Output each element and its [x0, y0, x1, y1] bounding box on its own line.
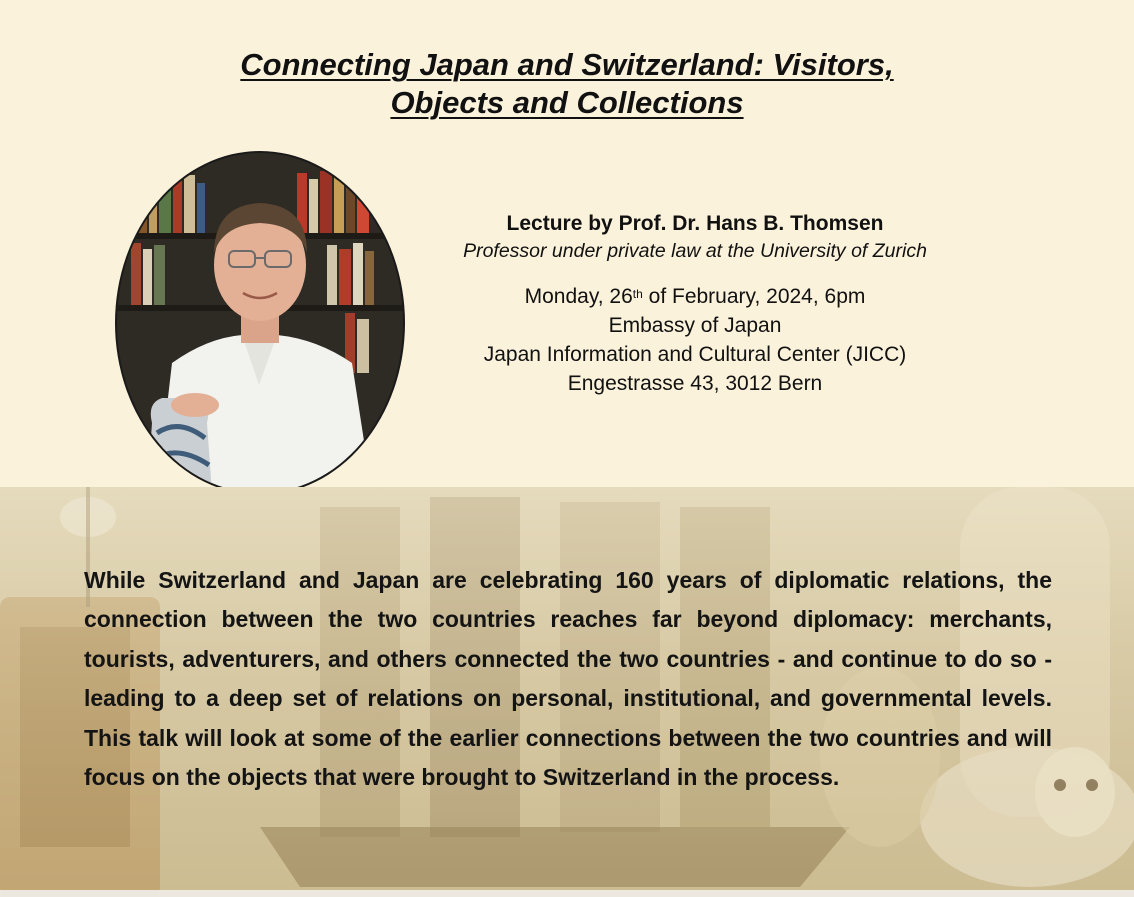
event-center: Japan Information and Cultural Center (JICC) — [483, 343, 907, 366]
lecture-description: While Switzerland and Japan are celebrating 160 years of diplomatic relations, the connection between the two countries reaches far beyond diplomacy: merchants, tourists, adventurers, and others connected the two countries - and continue to do so - leading to a deep set of relations on personal, institutional, and governmental levels. This talk will look at some of the earlier connections between the two countries and will focus on the objects that were brought to Switzerland in the process. — [84, 567, 1052, 791]
event-date — [405, 282, 985, 311]
title-line-1: Connecting Japan and Switzerland: Visitors, — [240, 47, 894, 82]
background-collage — [0, 487, 1134, 897]
portrait-illustration — [117, 153, 403, 493]
speaker-affiliation: Professor under private law at the University of Zurich — [463, 240, 927, 262]
event-address: Engestrasse 43, 3012 Bern — [567, 372, 823, 395]
title-line-2: Objects and Collections — [390, 85, 744, 120]
date-suffix: th — [632, 287, 643, 301]
event-info — [405, 210, 985, 398]
date-prefix: Monday, 26 — [524, 285, 633, 308]
date-rest: of February, 2024, 6pm — [642, 285, 866, 308]
speaker-portrait — [117, 153, 403, 493]
speaker-name: Lecture by Prof. Dr. Hans B. Thomsen — [506, 212, 884, 235]
event-venue: Embassy of Japan — [608, 314, 782, 337]
bottom-strip — [0, 890, 1134, 897]
page-title — [0, 46, 1134, 122]
